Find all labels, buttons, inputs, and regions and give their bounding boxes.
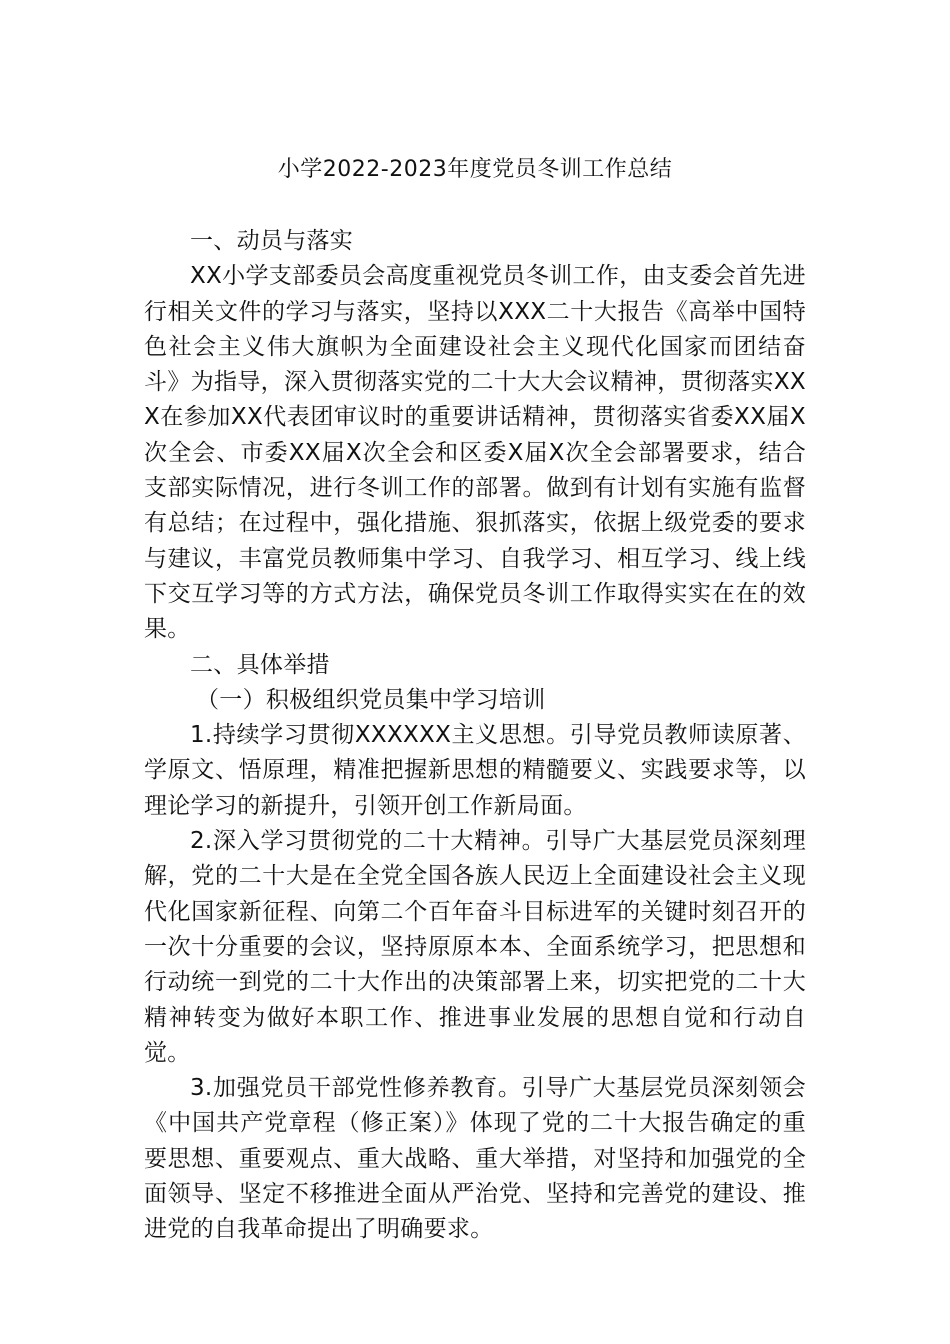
paragraph-item-1: 1.持续学习贯彻XXXXXX主义思想。引导党员教师读原著、学原文、悟原理，精准把握新思想的精髓要义、实践要求等，以理论学习的新提升，引领开创工作新局面。 xyxy=(144,722,806,819)
subsection-heading-1: （一）积极组织党员集中学习培训 xyxy=(196,686,546,713)
paragraph-mobilization: XX小学支部委员会高度重视党员冬训工作，由支委会首先进行相关文件的学习与落实，坚持以XXX二十大报告《高举中国特色社会主义伟大旗帜为全面建设社会主义现代化国家而团结奋斗》为指导，深入贯彻落实党的二十大大会议精神，贯彻落实XXX在参加XX代表团审议时的重要讲话精神，贯彻落实省委XX届X次全会、市委XX届X次全会和区委X届X次全会部署要求，结合支部实际情况，进行冬训工作的部署。做到有计划有实施有监督有总结；在过程中，强化措施、狠抓落实，依据上级党委的要求与建议，丰富党员教师集中学习、自我学习、相互学习、线上线下交互学习等的方式方法，确保党员冬训工作取得实实在在的效果。 xyxy=(144,263,806,643)
document-title: 小学2022-2023年度党员冬训工作总结 xyxy=(277,157,673,182)
document-body xyxy=(144,224,806,1248)
paragraph-item-3: 3.加强党员干部党性修养教育。引导广大基层党员深刻领会《中国共产党章程（修正案）》体现了党的二十大报告确定的重要思想、重要观点、重大战略、重大举措，对坚持和加强党的全面领导、坚定不移推进全面从严治党、坚持和完善党的建设、推进党的自我革命提出了明确要求。 xyxy=(144,1075,806,1243)
section-heading-2: 二、具体举措 xyxy=(190,651,330,678)
section-heading-1: 一、动员与落实 xyxy=(190,228,354,254)
paragraph-item-2: 2.深入学习贯彻党的二十大精神。引导广大基层党员深刻理解，党的二十大是在全党全国各族人民迈上全面建设社会主义现代化国家新征程、向第二个百年奋斗目标进军的关键时刻召开的一次十分重要的会议，坚持原原本本、全面系统学习，把思想和行动统一到党的二十大作出的决策部署上来，切实把党的二十大精神转变为做好本职工作、推进事业发展的思想自觉和行动自觉。 xyxy=(144,828,806,1066)
